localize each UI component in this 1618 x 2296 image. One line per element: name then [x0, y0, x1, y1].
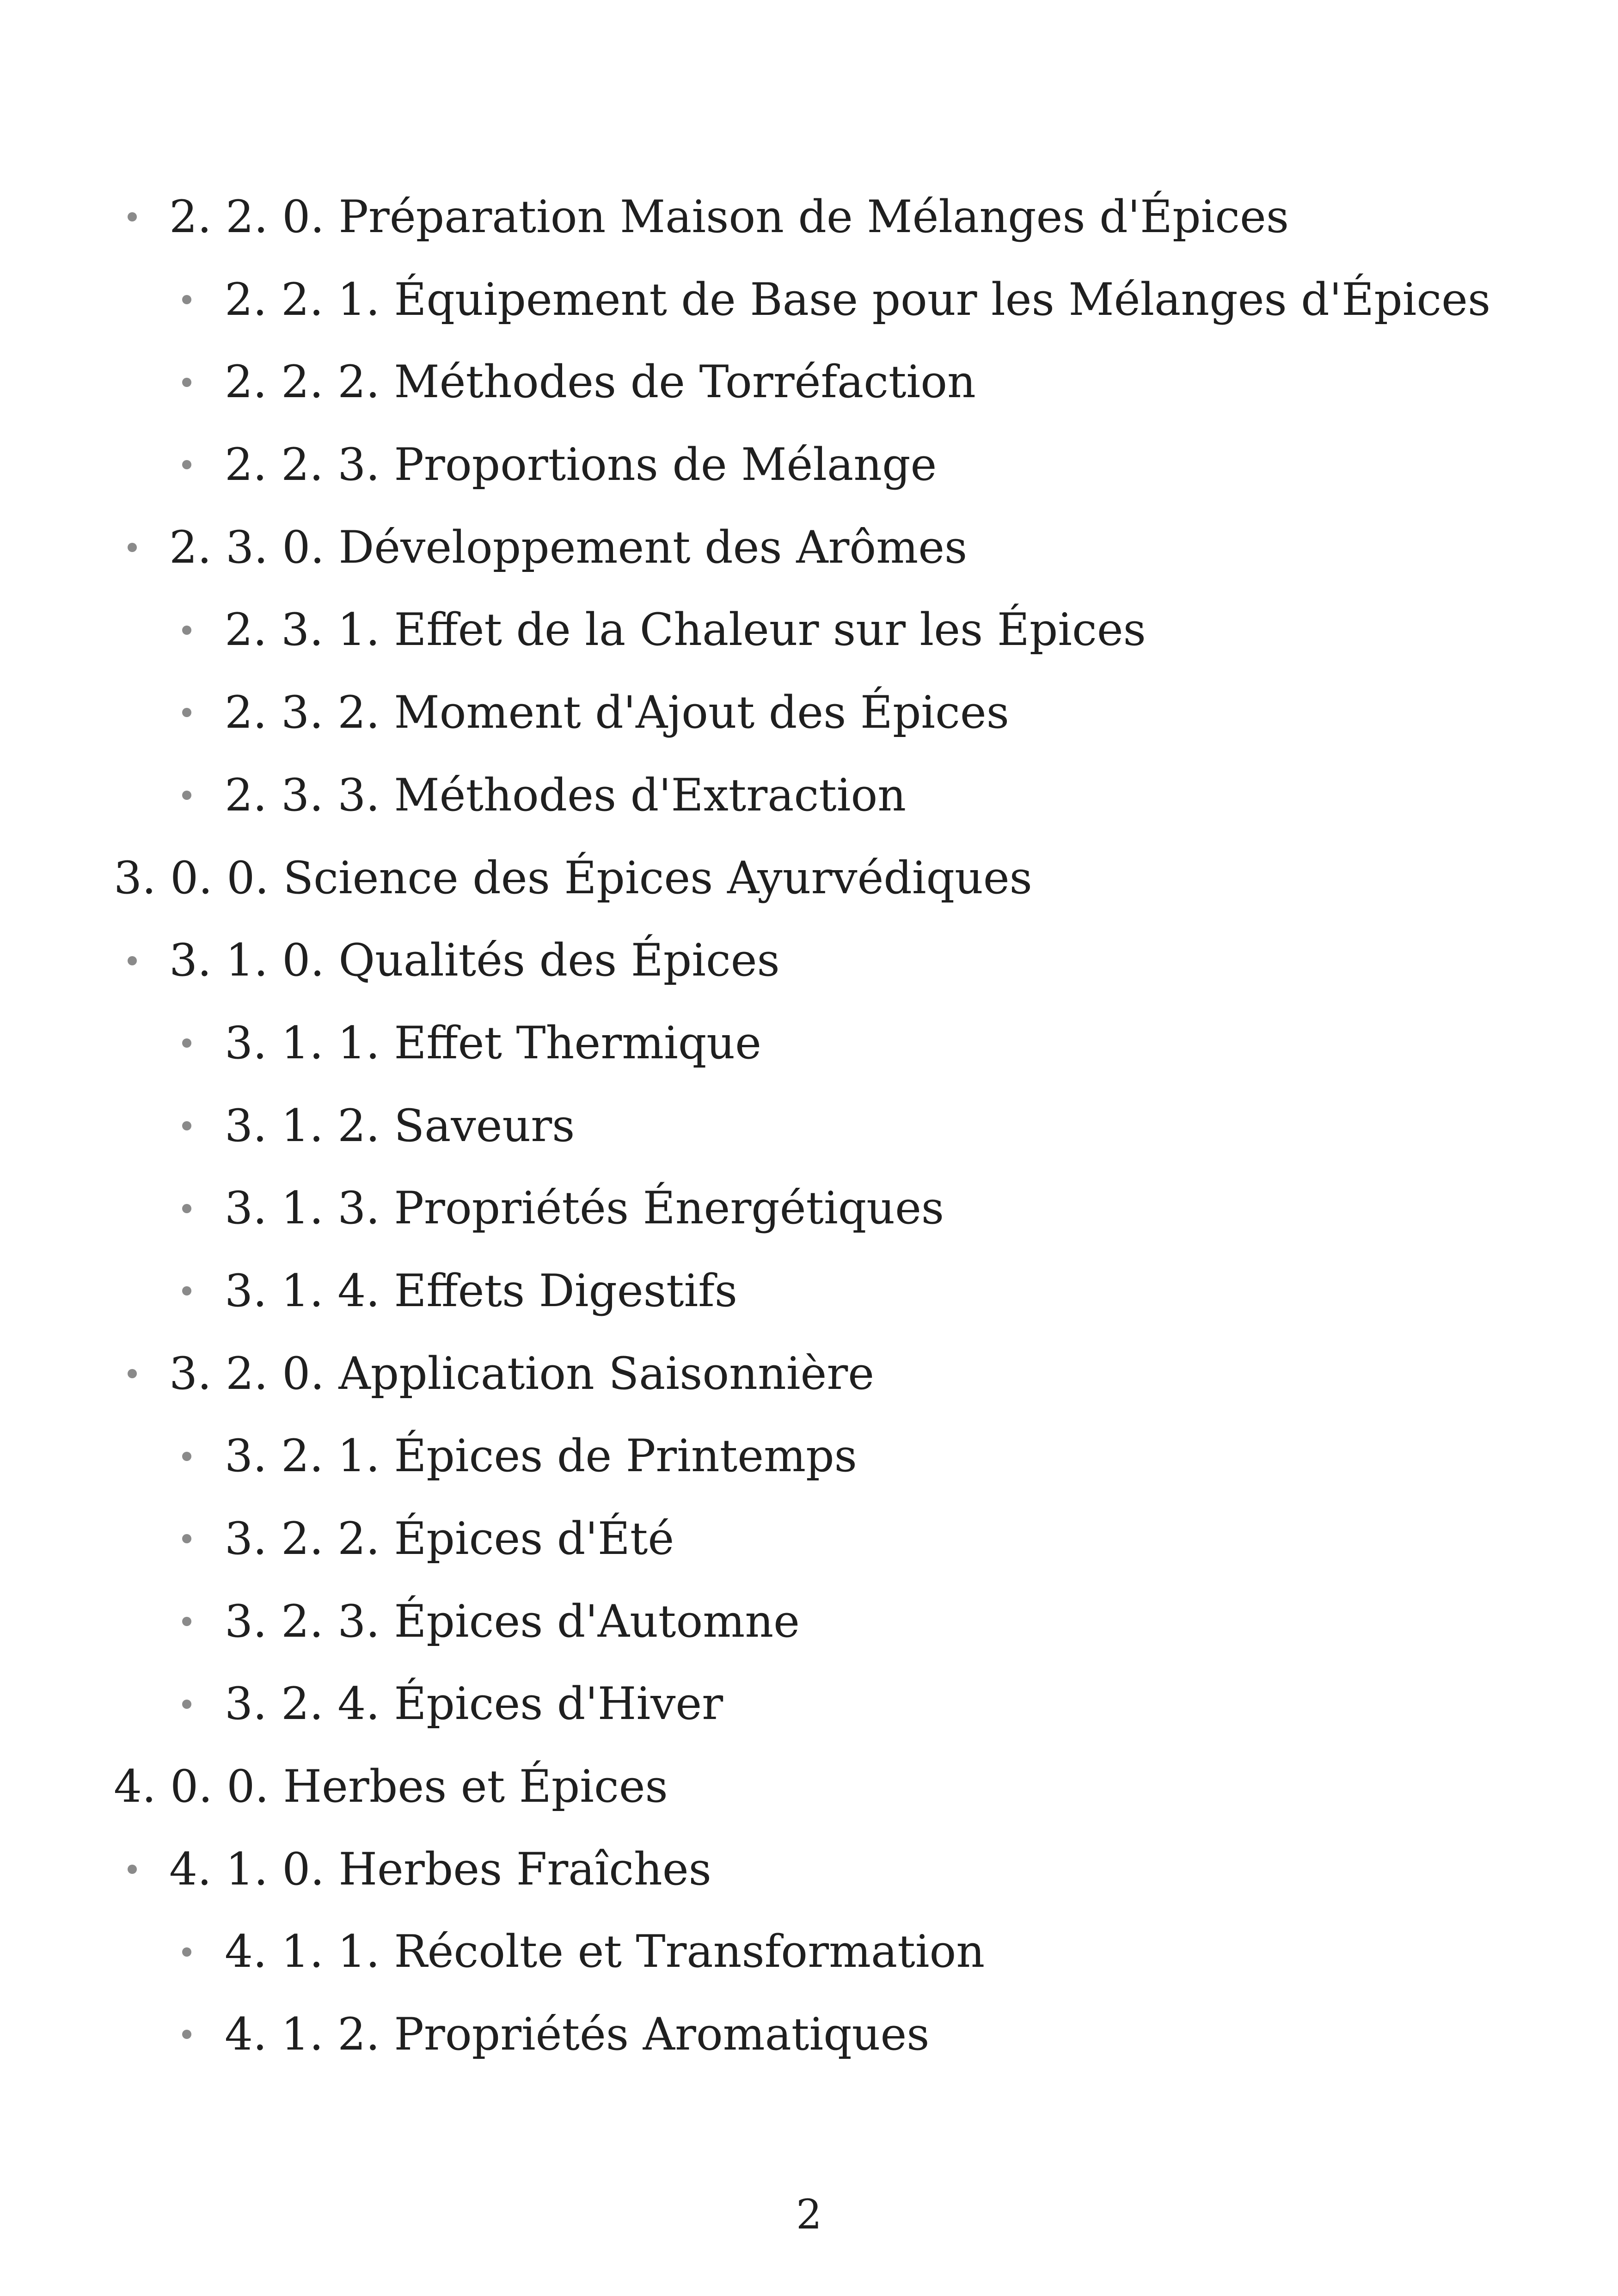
toc-entry [0, 424, 1618, 506]
bullet-icon [182, 378, 191, 387]
toc-entry [0, 1002, 1618, 1085]
toc-entry [0, 1663, 1618, 1745]
toc-entry [0, 1250, 1618, 1332]
bullet-icon [182, 708, 191, 717]
bullet-icon [182, 1286, 191, 1295]
toc-entry [0, 919, 1618, 1002]
toc-entry-text: 3. 1. 2. Saveurs [225, 1099, 575, 1152]
bullet-icon [182, 1947, 191, 1957]
bullet-icon [128, 543, 137, 552]
toc-entry [0, 1745, 1618, 1828]
toc-entry [0, 671, 1618, 754]
toc-entry-text: 2. 2. 1. Équipement de Base pour les Mélanges d'Épices [225, 273, 1491, 325]
bullet-icon [128, 956, 137, 965]
toc-entry [0, 1910, 1618, 1993]
toc-entry [0, 176, 1618, 258]
toc-entry-text: 3. 0. 0. Science des Épices Ayurvédiques [114, 852, 1032, 904]
toc-entry [0, 1993, 1618, 2076]
toc-entry-text: 2. 3. 0. Développement des Arômes [169, 521, 968, 573]
bullet-icon [128, 1865, 137, 1874]
toc-entry-text: 3. 2. 4. Épices d'Hiver [225, 1678, 723, 1730]
toc-entry [0, 1580, 1618, 1663]
toc-entry-text: 3. 2. 2. Épices d'Été [225, 1513, 674, 1565]
toc-entry [0, 837, 1618, 920]
toc-entry-text: 3. 1. 4. Effets Digestifs [225, 1265, 738, 1317]
bullet-icon [182, 626, 191, 635]
bullet-icon [182, 295, 191, 304]
toc-entry-text: 3. 2. 3. Épices d'Automne [225, 1595, 800, 1647]
bullet-icon [182, 1617, 191, 1626]
toc-entry [0, 1085, 1618, 1167]
toc-entry-text: 2. 3. 3. Méthodes d'Extraction [225, 769, 907, 821]
bullet-icon [182, 1534, 191, 1543]
bullet-icon [182, 1121, 191, 1130]
toc-entry [0, 754, 1618, 837]
toc-entry [0, 1415, 1618, 1498]
bullet-icon [182, 460, 191, 469]
bullet-icon [128, 212, 137, 221]
toc-entry [0, 1167, 1618, 1250]
toc-entry [0, 1828, 1618, 1911]
toc-entry-text: 4. 1. 0. Herbes Fraîches [169, 1843, 711, 1895]
toc-entry-text: 2. 3. 2. Moment d'Ajout des Épices [225, 687, 1009, 739]
table-of-contents [0, 176, 1618, 2076]
toc-entry-text: 2. 2. 0. Préparation Maison de Mélanges d'Épices [169, 191, 1289, 243]
toc-entry-text: 4. 1. 2. Propriétés Aromatiques [225, 2008, 930, 2061]
toc-entry-text: 3. 1. 3. Propriétés Énergétiques [225, 1182, 944, 1234]
bullet-icon [182, 1700, 191, 1709]
toc-entry-text: 4. 1. 1. Récolte et Transformation [225, 1926, 985, 1978]
toc-entry-text: 2. 3. 1. Effet de la Chaleur sur les Épices [225, 604, 1146, 656]
toc-entry-text: 3. 1. 1. Effet Thermique [225, 1017, 761, 1069]
bullet-icon [182, 1204, 191, 1213]
toc-entry [0, 506, 1618, 589]
bullet-icon [182, 2030, 191, 2039]
toc-entry [0, 589, 1618, 671]
toc-entry [0, 258, 1618, 341]
toc-entry-text: 3. 1. 0. Qualités des Épices [169, 934, 780, 987]
toc-entry-text: 2. 2. 2. Méthodes de Torréfaction [225, 356, 976, 408]
toc-entry-text: 3. 2. 0. Application Saisonnière [169, 1347, 875, 1400]
toc-entry-text: 3. 2. 1. Épices de Printemps [225, 1430, 857, 1482]
bullet-icon [182, 1038, 191, 1048]
bullet-icon [182, 1452, 191, 1461]
toc-entry [0, 1498, 1618, 1580]
toc-entry [0, 1332, 1618, 1415]
toc-entry [0, 341, 1618, 424]
toc-entry-text: 4. 0. 0. Herbes et Épices [114, 1761, 668, 1813]
bullet-icon [182, 791, 191, 800]
page-number: 2 [796, 2191, 822, 2238]
bullet-icon [128, 1369, 137, 1378]
toc-entry-text: 2. 2. 3. Proportions de Mélange [225, 439, 937, 491]
